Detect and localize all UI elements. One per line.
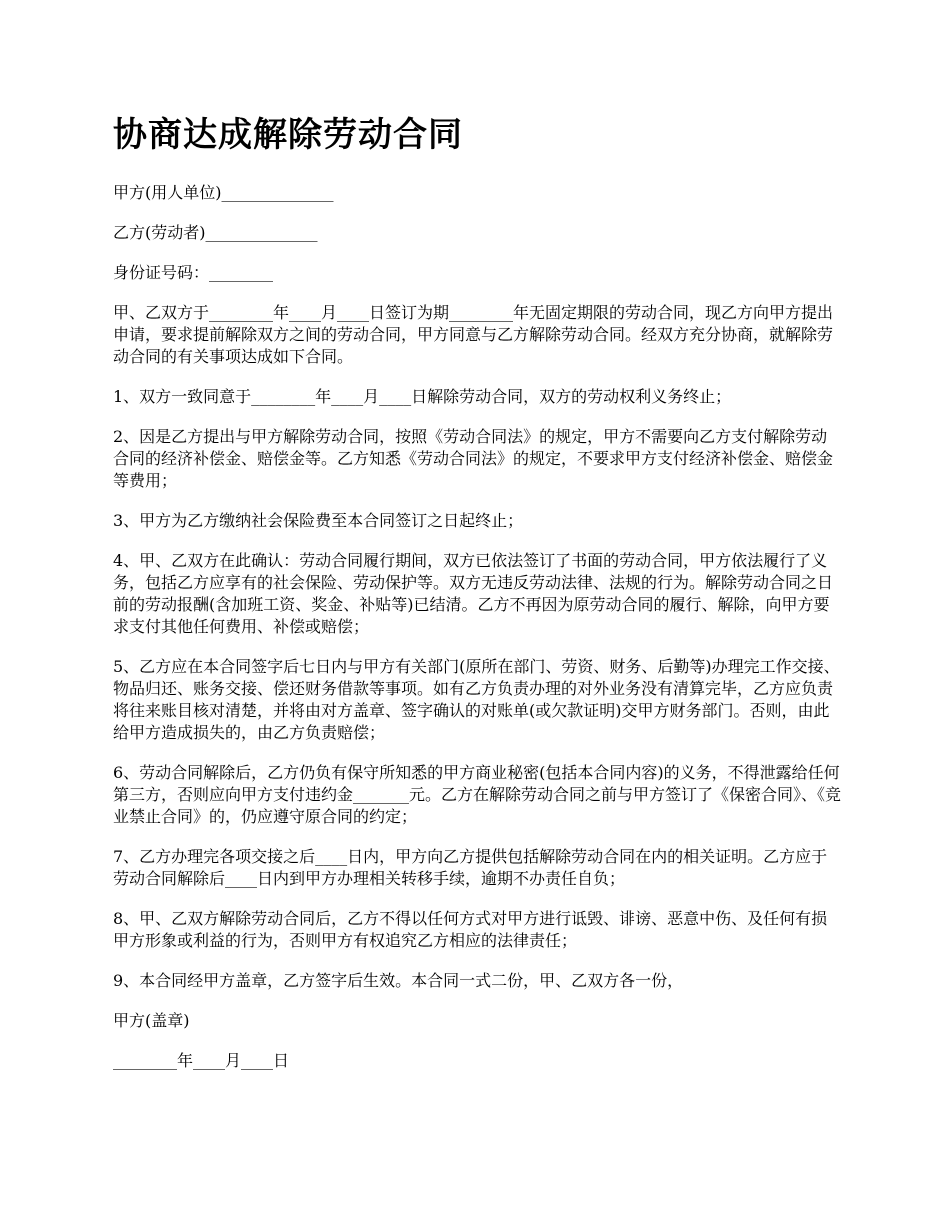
clause-6: 6、劳动合同解除后，乙方仍负有保守所知悉的甲方商业秘密(包括本合同内容)的义务，不得泄露给任何第三方，否则应向甲方支付违约金_______元。乙方在解除劳动合同之前与甲方签订了《保密合同》、《竞业禁止合同》的，仍应遵守原合同的约定；	[113, 763, 842, 826]
clause-7: 7、乙方办理完各项交接之后____日内，甲方向乙方提供包括解除劳动合同在内的相关证明。乙方应于劳动合同解除后____日内到甲方办理相关转移手续，逾期不办责任自负；	[113, 847, 828, 888]
intro-paragraph: 甲、乙双方于________年____月____日签订为期________年无固定期限的劳动合同，现乙方向甲方提出申请，要求提前解除双方之间的劳动合同，甲方同意与乙方解除劳动合同。经双方充分协商，就解除劳动合同的有关事项达成如下合同。	[113, 303, 834, 366]
id-number-line: 身份证号码：________	[113, 263, 274, 282]
party-a-seal: 甲方(盖章)	[113, 1011, 190, 1030]
date-line: ________年____月____日	[113, 1051, 290, 1070]
clause-4: 4、甲、乙双方在此确认：劳动合同履行期间，双方已依法签订了书面的劳动合同，甲方依法履行了义务，包括乙方应享有的社会保险、劳动保护等。双方无违反劳动法律、法规的行为。解除劳动合同之日前的劳动报酬(含加班工资、奖金、补贴等)已结清。乙方不再因为原劳动合同的履行、解除，向甲方要求支付其他任何费用、补偿或赔偿；	[113, 551, 834, 636]
contract-page	[113, 110, 843, 1090]
clause-3: 3、甲方为乙方缴纳社会保险费至本合同签订之日起终止；	[113, 511, 524, 530]
clause-9: 9、本合同经甲方盖章，乙方签字后生效。本合同一式二份，甲、乙双方各一份，	[113, 971, 684, 990]
party-b-line: 乙方(劳动者)______________	[113, 223, 318, 242]
clause-8: 8、甲、乙双方解除劳动合同后，乙方不得以任何方式对甲方进行诋毁、诽谤、恶意中伤、及任何有损甲方形象或利益的行为，否则甲方有权追究乙方相应的法律责任；	[113, 909, 828, 950]
document-title: 协商达成解除劳动合同	[113, 115, 463, 155]
party-a-line: 甲方(用人单位)______________	[113, 183, 334, 202]
clause-2: 2、因是乙方提出与甲方解除劳动合同，按照《劳动合同法》的规定，甲方不需要向乙方支付解除劳动合同的经济补偿金、赔偿金等。乙方知悉《劳动合同法》的规定，不要求甲方支付经济补偿金、赔偿金等费用；	[113, 427, 834, 490]
clause-5: 5、乙方应在本合同签字后七日内与甲方有关部门(原所在部门、劳资、财务、后勤等)办理完工作交接、物品归还、账务交接、偿还财务借款等事项。如有乙方负责办理的对外业务没有清算完毕，乙方应负责将往来账目核对清楚，并将由对方盖章、签字确认的对账单(或欠款证明)交甲方财务部门。否则，由此给甲方造成损失的，由乙方负责赔偿；	[113, 657, 840, 742]
clause-1: 1、双方一致同意于________年____月____日解除劳动合同，双方的劳动权利义务终止；	[113, 387, 732, 406]
